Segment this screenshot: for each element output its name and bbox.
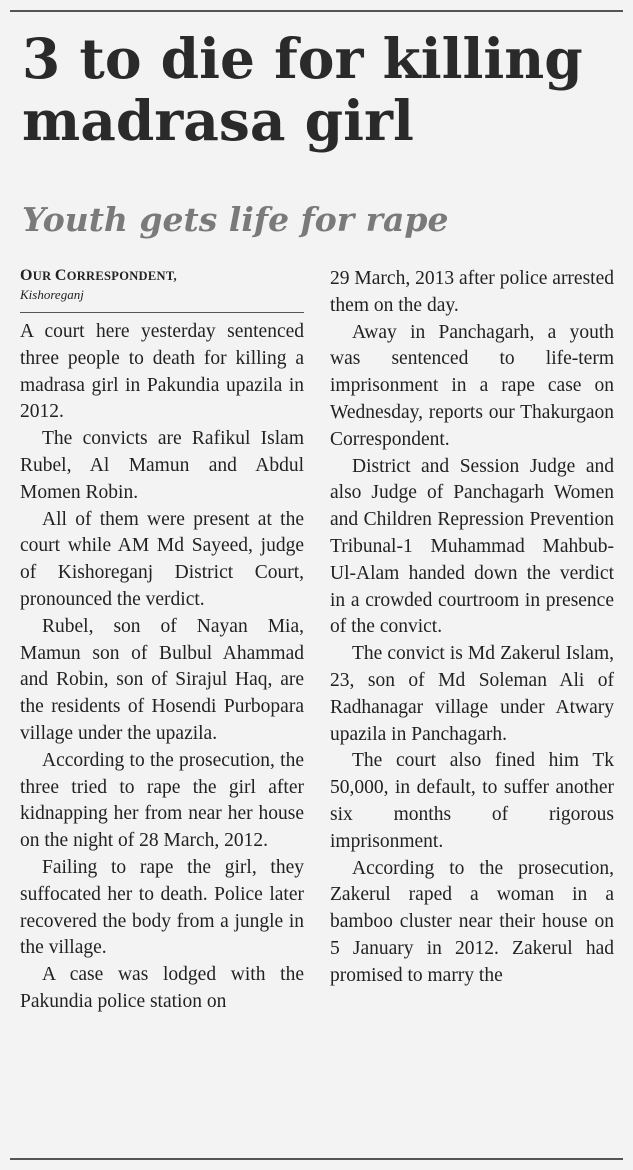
bottom-rule <box>10 1158 623 1160</box>
paragraph: According to the prosecution, Zakerul raped a woman in a bamboo cluster near their house on 5 January in 2012. Zakerul had promised to marry the <box>330 857 614 986</box>
paragraph: 29 March, 2013 after police arrested them on the day. <box>330 268 614 316</box>
byline-name-rest-2: ORRESPONDENT, <box>66 269 177 283</box>
paragraph: Rubel, son of Nayan Mia, Mamun son of Bulbul Ahammad and Robin, son of Sirajul Haq, are the residents of Hosendi Purbopara village under the upazila. <box>20 615 304 744</box>
paragraph: The convict is Md Zakerul Islam, 23, son of Md Soleman Ali of Radhanagar village under Atwary upazila in Panchagarh. <box>330 643 614 745</box>
byline-name <box>20 266 304 286</box>
top-rule <box>10 10 623 12</box>
subheadline: Youth gets life for rape <box>22 200 449 239</box>
byline-name-initial-1: O <box>20 267 33 284</box>
byline-name-initial-2: C <box>54 267 67 284</box>
left-column <box>20 266 304 1016</box>
headline: 3 to die for killing madrasa girl <box>22 26 583 153</box>
paragraph: District and Session Judge and also Judge of Panchagarh Women and Children Repression Prevention Tribunal-1 Muhammad Mahbub-Ul-Alam handed down the verdict in a crowded courtroom in presence of the convict. <box>330 455 614 638</box>
paragraph: Away in Panchagarh, a youth was sentenced to life-term imprisonment in a rape case on Wednesday, reports our Thakurgaon Correspondent. <box>330 321 614 450</box>
paragraph: The court also fined him Tk 50,000, in default, to suffer another six months of rigorous imprisonment. <box>330 750 614 852</box>
byline-place: Kishoreganj <box>20 287 84 302</box>
paragraph: A case was lodged with the Pakundia police station on <box>20 964 304 1012</box>
paragraph: A court here yesterday sentenced three people to death for killing a madrasa girl in Pakundia upazila in 2012. <box>20 321 304 423</box>
byline-rule <box>20 312 304 313</box>
byline-name-rest-1: UR <box>32 269 55 283</box>
paragraph: All of them were present at the court while AM Md Sayeed, judge of Kishoreganj District Court, pronounced the verdict. <box>20 508 304 610</box>
right-column <box>330 266 614 990</box>
paragraph: Failing to rape the girl, they suffocated her to death. Police later recovered the body from a jungle in the village. <box>20 856 304 959</box>
paragraph: According to the prosecution, the three tried to rape the girl after kidnapping her from near her house on the night of 28 March, 2012. <box>20 749 304 852</box>
paragraph: The convicts are Rafikul Islam Rubel, Al Mamun and Abdul Momen Robin. <box>20 428 304 503</box>
